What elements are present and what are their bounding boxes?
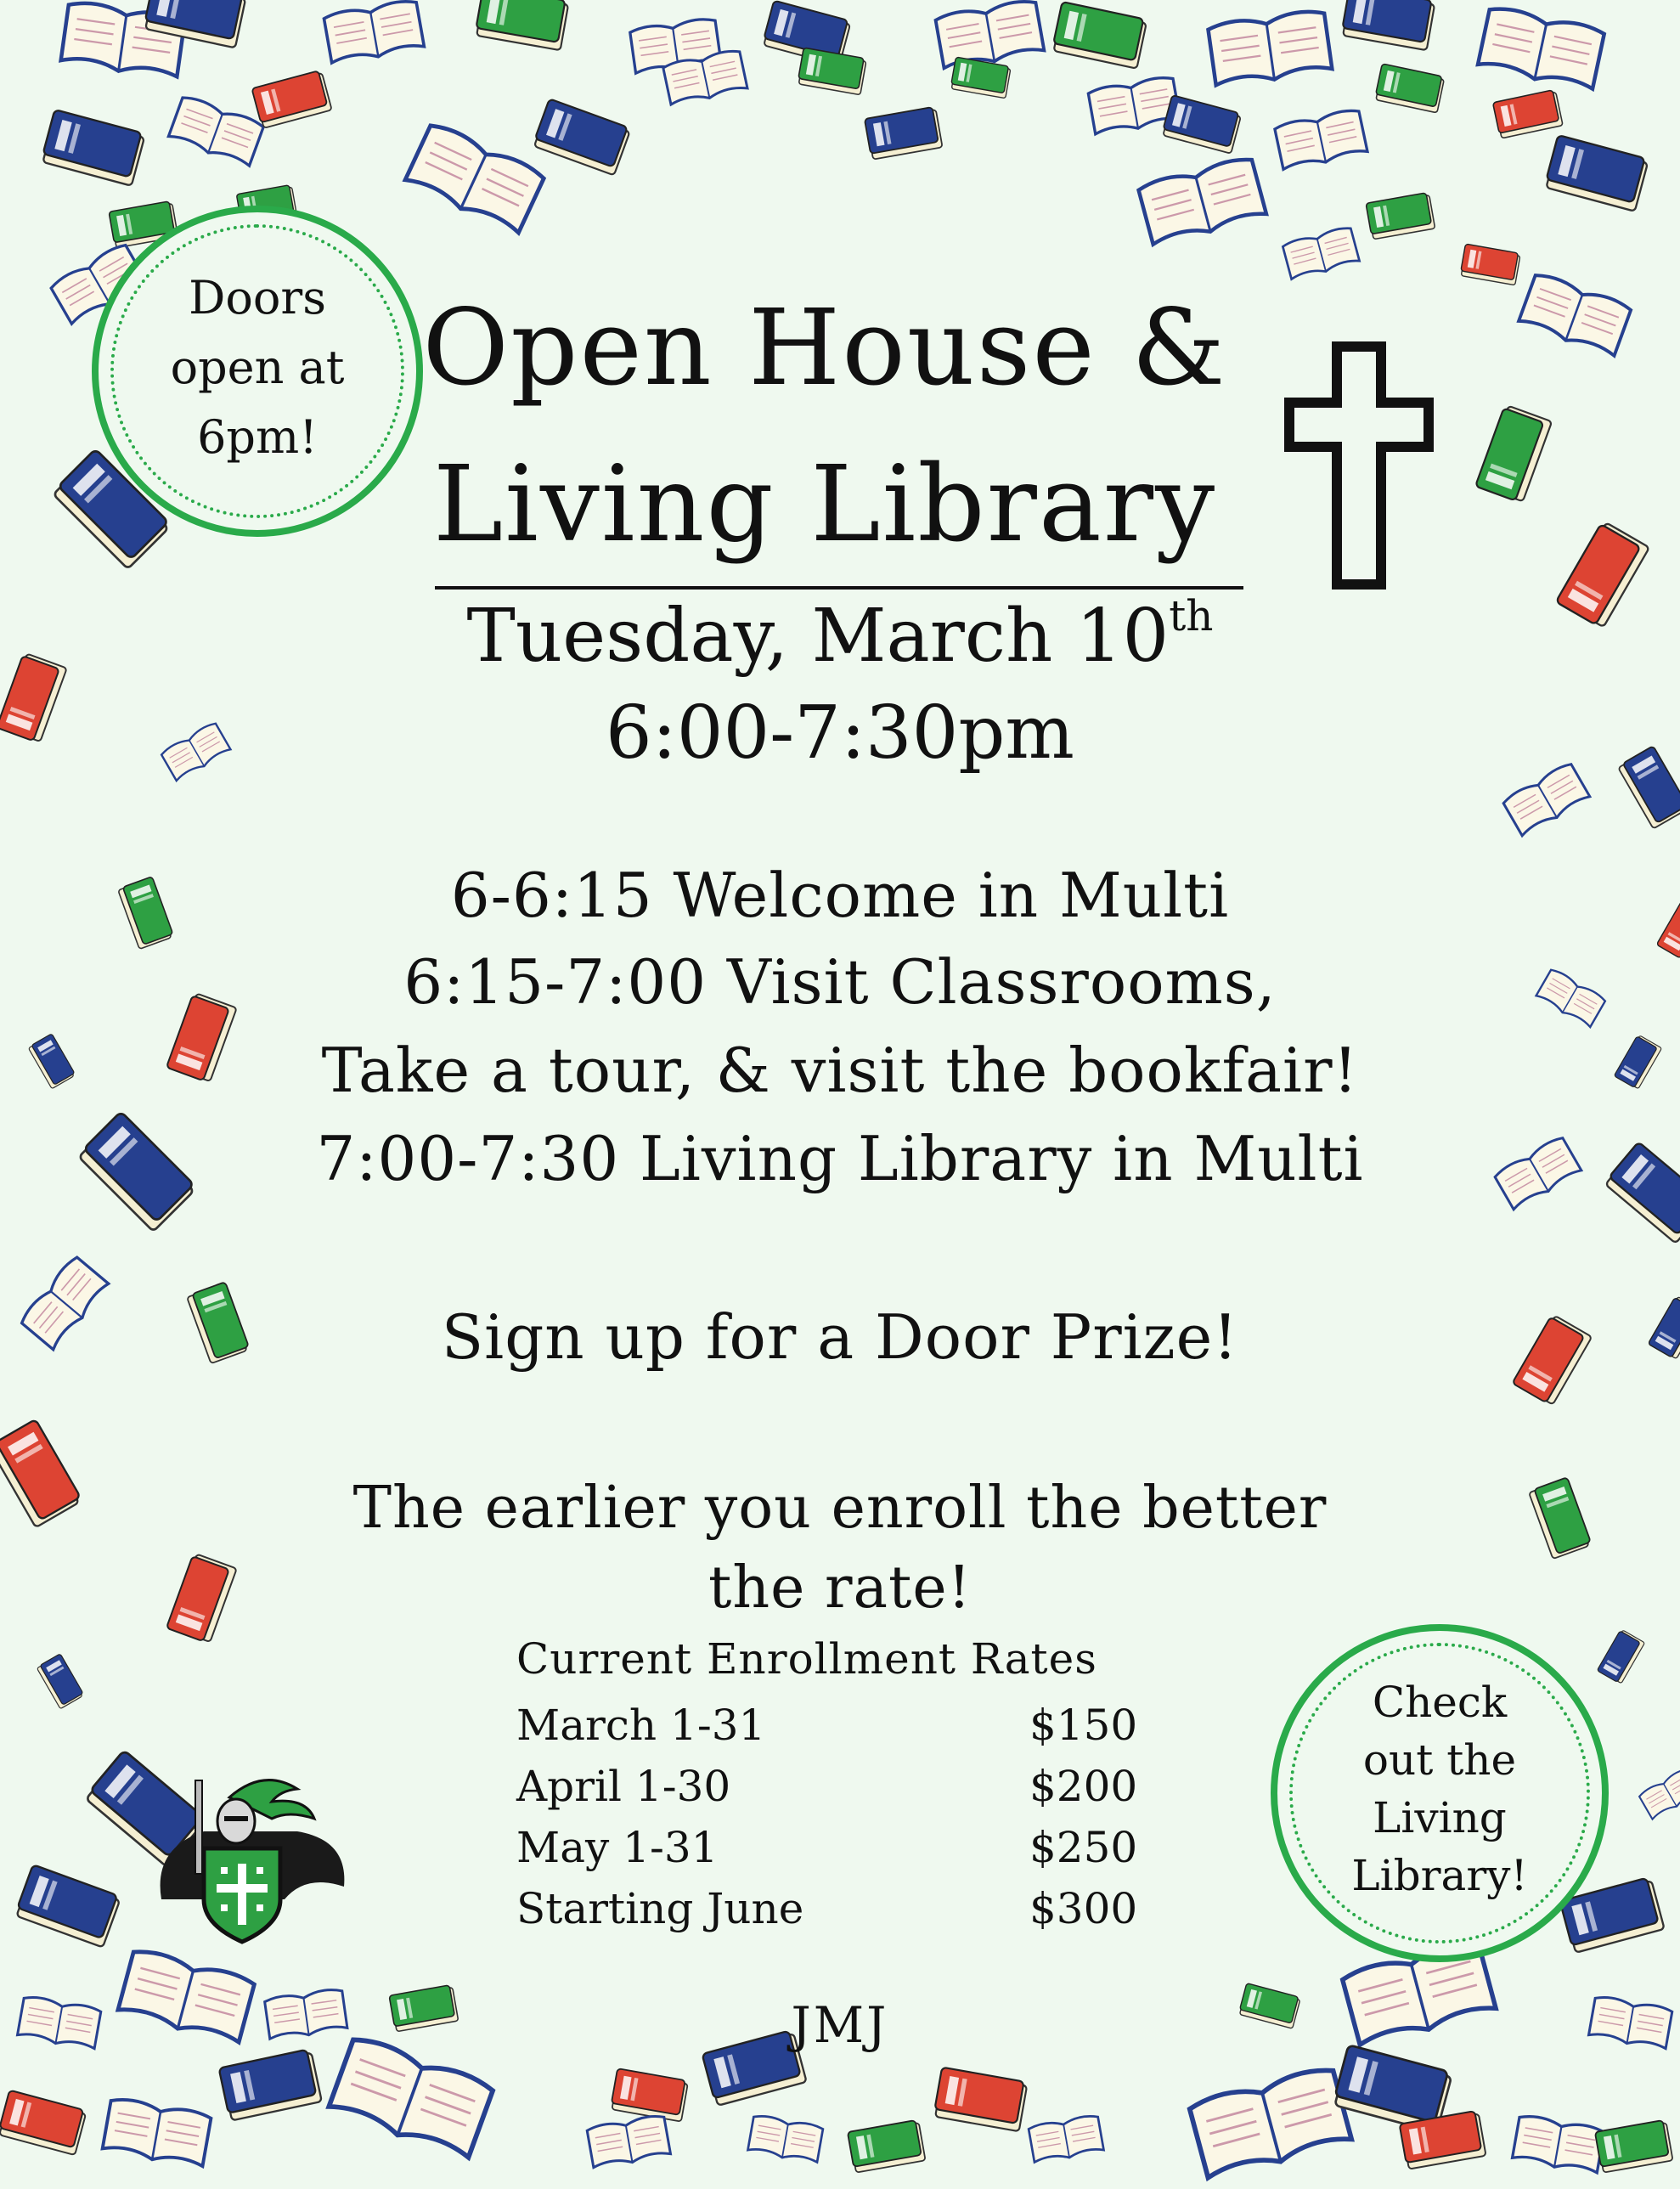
rate-period: May 1-31 — [516, 1823, 719, 1872]
rate-period: Starting June — [516, 1884, 804, 1933]
rate-period: April 1-30 — [516, 1762, 731, 1811]
book-icon — [1048, 0, 1152, 76]
cross-icon — [1283, 341, 1435, 590]
rate-amount: $200 — [1029, 1762, 1138, 1811]
book-icon — [97, 2089, 217, 2173]
rate-amount: $300 — [1029, 1884, 1138, 1933]
title-line-1: Open House & — [422, 287, 1227, 409]
book-icon — [863, 104, 947, 166]
book-icon — [471, 0, 573, 58]
rate-amount: $250 — [1029, 1823, 1138, 1872]
title-underline — [435, 586, 1243, 590]
book-icon — [1372, 61, 1447, 118]
rates-header: Current Enrollment Rates — [516, 1634, 1097, 1684]
book-icon — [583, 2108, 675, 2173]
book-icon — [744, 2109, 827, 2168]
book-icon — [1594, 1626, 1650, 1687]
rate-period: March 1-31 — [516, 1701, 766, 1750]
book-icon — [1457, 241, 1523, 291]
event-date — [0, 591, 1680, 679]
enroll-line-2: the rate! — [708, 1554, 972, 1622]
book-icon — [930, 2065, 1032, 2139]
book-icon — [31, 1651, 87, 1712]
book-icon — [397, 111, 555, 243]
door-prize-text: Sign up for a Door Prize! — [441, 1301, 1239, 1373]
book-icon — [795, 45, 870, 100]
book-icon — [216, 2045, 329, 2128]
book-icon — [1278, 220, 1364, 284]
schedule-line: 7:00-7:30 Living Library in Multi — [316, 1123, 1364, 1194]
book-icon — [1201, 0, 1338, 93]
book-icon — [1269, 101, 1372, 175]
event-time: 6:00-7:30pm — [606, 691, 1074, 776]
book-icon — [319, 0, 430, 70]
book-icon — [1508, 2107, 1610, 2179]
knight-shield-logo — [136, 1772, 357, 1950]
book-icon — [1338, 0, 1440, 58]
enroll-line-1: The earlier you enroll the better — [352, 1475, 1328, 1542]
event-date-suffix: th — [1169, 591, 1214, 640]
book-icon — [1130, 146, 1273, 253]
schedule-line: 6:15-7:00 Visit Classrooms, — [403, 946, 1277, 1018]
living-library-badge — [1271, 1624, 1609, 1962]
book-icon — [250, 67, 336, 134]
doors-open-text: Doors open at 6pm! — [170, 271, 345, 464]
book-icon — [1471, 0, 1611, 98]
book-icon — [1539, 133, 1654, 220]
rate-amount: $150 — [1029, 1701, 1138, 1750]
book-icon — [36, 107, 150, 195]
footer-jmj: JMJ — [791, 1996, 889, 2054]
book-icon — [1364, 189, 1439, 245]
title-line-2: Living Library — [432, 443, 1217, 566]
schedule-line: Take a tour, & visit the bookfair! — [321, 1035, 1359, 1106]
book-icon — [1634, 1763, 1680, 1823]
schedule-line: 6-6:15 Welcome in Multi — [450, 860, 1230, 931]
book-icon — [9, 1862, 127, 1956]
event-date-text: Tuesday, March 10 — [466, 594, 1170, 679]
book-icon — [1179, 2053, 1360, 2188]
book-icon — [0, 2088, 90, 2162]
book-icon — [846, 2118, 930, 2179]
book-icon — [1024, 2109, 1108, 2168]
book-icon — [1159, 93, 1245, 160]
living-library-badge-text: Check out the Living Library! — [1351, 1678, 1528, 1900]
